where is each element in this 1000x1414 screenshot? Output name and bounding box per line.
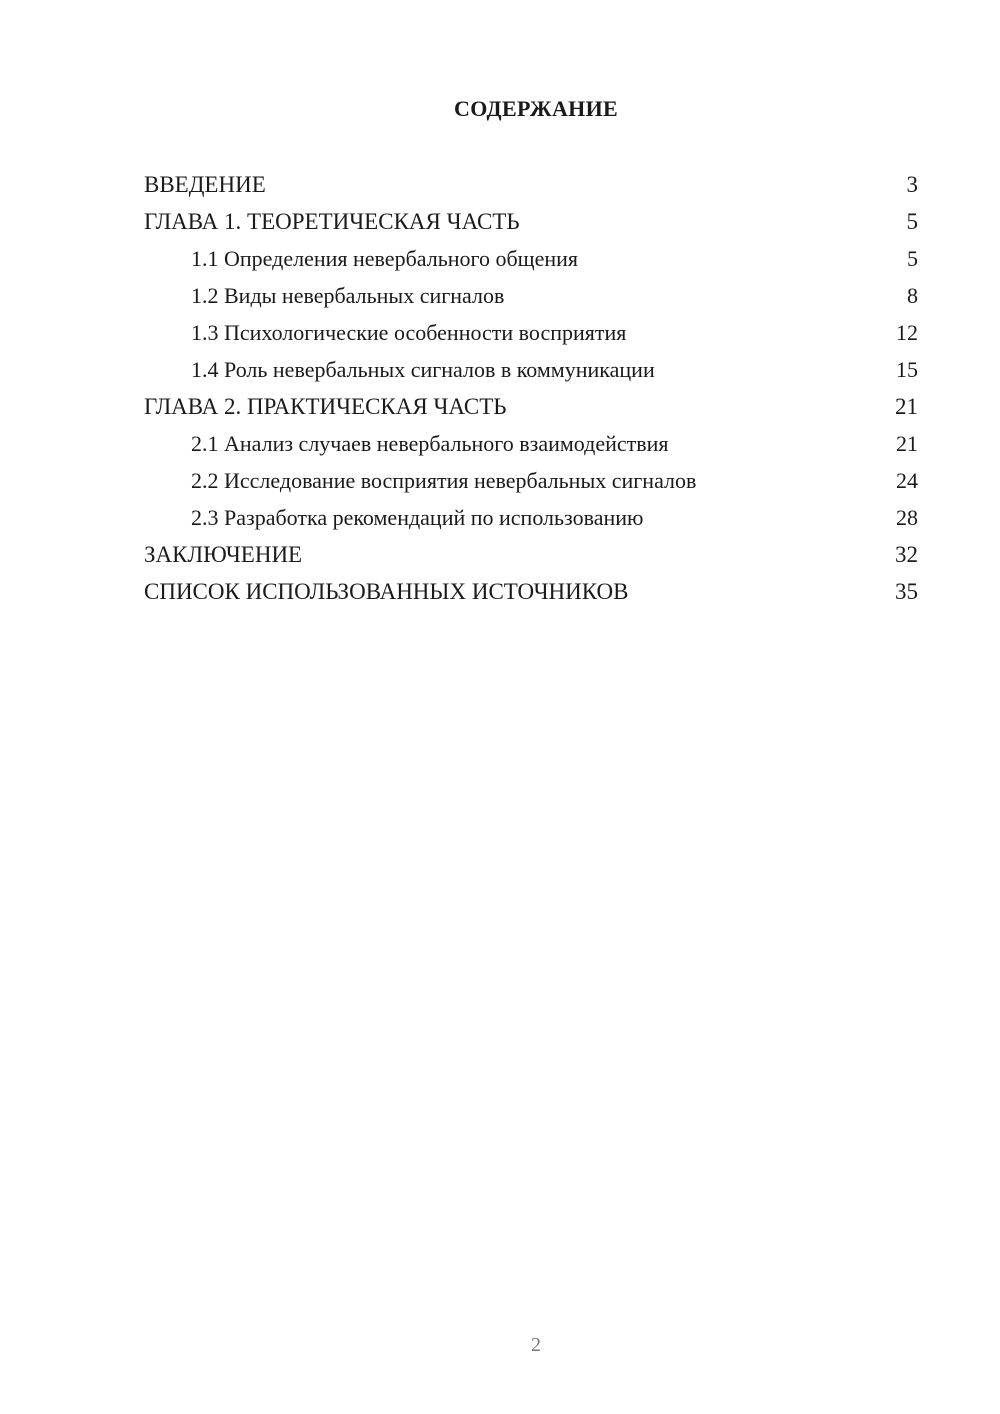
toc-entry-page: 32: [895, 542, 918, 567]
toc-entry-page: 15: [896, 357, 918, 382]
toc-entry: [144, 536, 918, 573]
toc-entry-label: 1.3 Психологические особенности восприятия: [191, 320, 627, 345]
toc-entry-label: ВВЕДЕНИЕ: [144, 172, 266, 197]
toc-entry-page: 3: [906, 172, 918, 197]
toc-entry-page: 5: [906, 209, 918, 234]
toc-entry-label: 1.1 Определения невербального общения: [191, 246, 579, 271]
toc-entry-label: 2.1 Анализ случаев невербального взаимодействия: [191, 431, 669, 456]
toc-entry: [144, 425, 918, 462]
toc-entry-label: ГЛАВА 1. ТЕОРЕТИЧЕСКАЯ ЧАСТЬ: [144, 209, 520, 234]
toc-entry-page: 21: [896, 431, 918, 456]
toc-entry-page: 8: [907, 283, 918, 308]
toc-entry-label: 2.2 Исследование восприятия невербальных сигналов: [191, 468, 697, 493]
toc-entry-page: 35: [895, 579, 918, 604]
page-number: 2: [531, 1334, 541, 1356]
toc-entry: [144, 314, 918, 351]
toc-entry: [144, 277, 918, 314]
toc-entry-label: 2.3 Разработка рекомендаций по использованию: [191, 505, 644, 530]
toc-entry: [144, 388, 918, 425]
toc-entry-page: 21: [895, 394, 918, 419]
toc-entry: [144, 462, 918, 499]
toc-entry: [144, 351, 918, 388]
toc-entry: [144, 499, 918, 536]
toc-entry-page: 12: [896, 320, 918, 345]
toc-title: СОДЕРЖАНИЕ: [454, 96, 618, 121]
toc-entry-page: 28: [896, 505, 918, 530]
toc-entry-label: 1.4 Роль невербальных сигналов в коммуникации: [191, 357, 655, 382]
toc-entry: [144, 166, 918, 203]
toc-entry-label: 1.2 Виды невербальных сигналов: [191, 283, 505, 308]
toc-entry-label: ЗАКЛЮЧЕНИЕ: [144, 542, 303, 567]
toc-entry-label: СПИСОК ИСПОЛЬЗОВАННЫХ ИСТОЧНИКОВ: [144, 579, 629, 604]
toc-entry: [144, 573, 918, 610]
toc-list: [144, 166, 918, 610]
toc-entry: [144, 203, 918, 240]
toc-entry-page: 5: [907, 246, 918, 271]
toc-entry-label: ГЛАВА 2. ПРАКТИЧЕСКАЯ ЧАСТЬ: [144, 394, 507, 419]
toc-entry: [144, 240, 918, 277]
toc-entry-page: 24: [896, 468, 918, 493]
